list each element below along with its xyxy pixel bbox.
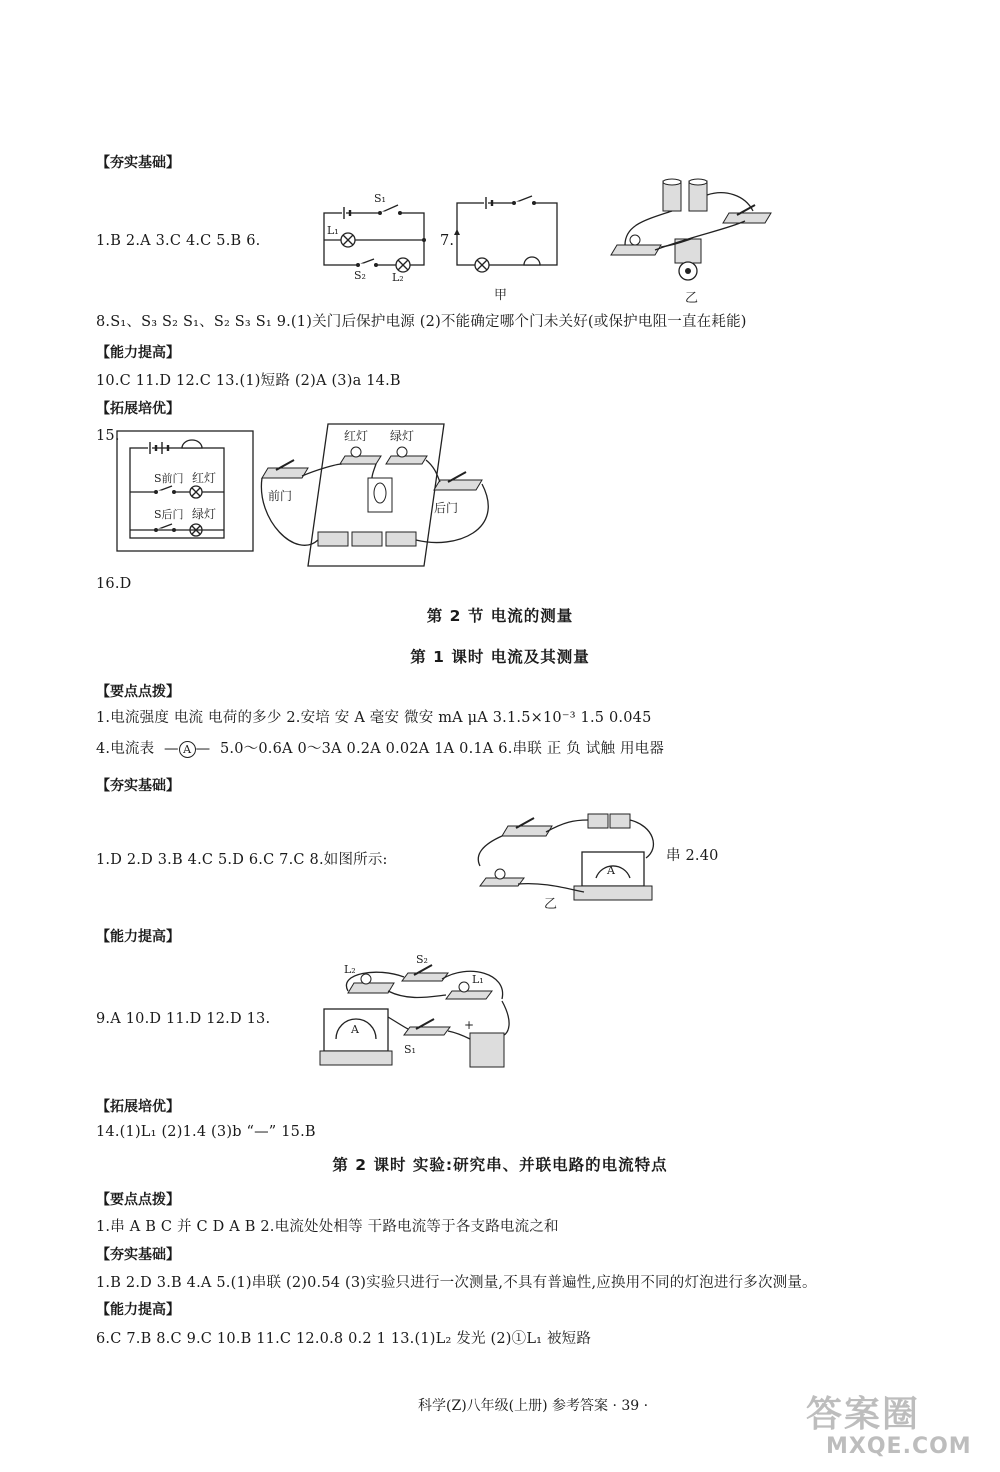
q7-label: 7. bbox=[440, 233, 455, 249]
answers-1-6: 1.B 2.A 3.C 4.C 5.B 6. bbox=[96, 233, 261, 249]
heading-extend-2: 【拓展培优】 bbox=[96, 1099, 180, 1115]
answer-8-right: 串 2.40 bbox=[666, 848, 719, 864]
answers-8-9: 8.S₁、S₃ S₂ S₁、S₂ S₃ S₁ 9.(1)关门后保护电源 (2)不能确定哪个门未关好(或保护电阻一直在耗能) bbox=[96, 314, 747, 330]
fig15-front-door: 前门 bbox=[268, 489, 293, 503]
fig13-l1: L₁ bbox=[472, 973, 484, 986]
heading-key-3: 【要点点拨】 bbox=[96, 1192, 180, 1208]
fig15-back-door: 后门 bbox=[434, 501, 459, 515]
fig7-jia-label: 甲 bbox=[494, 288, 508, 303]
key-points-5-6: 5.0～0.6A 0～3A 0.2A 0.02A 1A 0.1A 6.串联 正 负 试触 用电器 bbox=[220, 741, 665, 757]
fig15-green2: 绿灯 bbox=[390, 429, 415, 443]
fig15-green: 绿灯 bbox=[192, 507, 217, 521]
watermark-logo: 答案圈 bbox=[806, 1394, 921, 1435]
answers-14-15: 14.(1)L₁ (2)1.4 (3)b “—” 15.B bbox=[96, 1124, 316, 1140]
ammeter-symbol-icon: A bbox=[179, 741, 196, 758]
fig13-s1: S₁ bbox=[404, 1043, 416, 1056]
heading-foundation-1: 【夯实基础】 bbox=[96, 155, 180, 171]
fig8-meter-label: A bbox=[607, 864, 615, 877]
figure-8-circuit bbox=[474, 808, 664, 912]
heading-foundation-3: 【夯实基础】 bbox=[96, 1247, 180, 1263]
heading-ability-3: 【能力提高】 bbox=[96, 1302, 180, 1318]
key-point-4: 4.电流表 bbox=[96, 741, 155, 757]
fig15-red: 红灯 bbox=[192, 471, 217, 485]
fig13-l2: L₂ bbox=[344, 963, 356, 976]
watermark-url: MXQE.COM bbox=[826, 1434, 972, 1459]
figure-13-circuit bbox=[318, 953, 524, 1075]
fig13-plus: + bbox=[464, 1018, 475, 1032]
key-points-1-3: 1.电流强度 电流 电荷的多少 2.安培 安 A 毫安 微安 mA μA 3.1.5×10⁻³ 1.5 0.045 bbox=[96, 710, 652, 726]
figure-15-schematic bbox=[116, 430, 254, 552]
heading-ability-2: 【能力提高】 bbox=[96, 929, 180, 945]
fig15-s-front: S前门 bbox=[154, 472, 184, 485]
answers-ability-3: 6.C 7.B 8.C 9.C 10.B 11.C 12.0.8 0.2 1 13.(1)L₂ 发光 (2)①L₁ 被短路 bbox=[96, 1331, 592, 1347]
section-title: 第 2 节 电流的测量 bbox=[426, 607, 574, 625]
fig6-s2: S₂ bbox=[354, 269, 366, 282]
figure-15-physical bbox=[256, 420, 496, 570]
fig6-s1: S₁ bbox=[374, 192, 386, 205]
answers-ability-2: 9.A 10.D 11.D 12.D 13. bbox=[96, 1011, 271, 1027]
fig7-yi-label: 乙 bbox=[685, 291, 699, 306]
answer-16: 16.D bbox=[96, 576, 132, 592]
lesson2-title: 第 2 课时 实验:研究串、并联电路的电流特点 bbox=[332, 1156, 668, 1174]
answers-10-14: 10.C 11.D 12.C 13.(1)短路 (2)A (3)a 14.B bbox=[96, 373, 401, 389]
page-footer: 科学(Z)八年级(上册) 参考答案 · 39 · bbox=[418, 1398, 649, 1414]
key-points-4-6: 4.电流表 — A — 5.0～0.6A 0～3A 0.2A 0.02A 1A 0.1A 6.串联 正 负 试触 用电器 bbox=[96, 741, 665, 757]
fig15-red2: 红灯 bbox=[344, 429, 369, 443]
fig15-s-back: S后门 bbox=[154, 508, 184, 521]
heading-key-2: 【要点点拨】 bbox=[96, 684, 180, 700]
key-points-3: 1.串 A B C 并 C D A B 2.电流处处相等 干路电流等于各支路电流之和 bbox=[96, 1219, 559, 1235]
figure-6-circuit bbox=[318, 192, 430, 284]
heading-foundation-2: 【夯实基础】 bbox=[96, 778, 180, 794]
answers-foundation-3: 1.B 2.D 3.B 4.A 5.(1)串联 (2)0.54 (3)实验只进行一次测量,不具有普遍性,应换用不同的灯泡进行多次测量。 bbox=[96, 1275, 817, 1291]
q15-label: 15. bbox=[96, 428, 120, 444]
heading-extend-1: 【拓展培优】 bbox=[96, 401, 180, 417]
answers-foundation-2: 1.D 2.D 3.B 4.C 5.D 6.C 7.C 8.如图所示: bbox=[96, 852, 388, 868]
figure-7-yi bbox=[605, 175, 775, 305]
fig13-meter-label: A bbox=[351, 1023, 359, 1036]
heading-ability-1: 【能力提高】 bbox=[96, 345, 180, 361]
fig6-l2: L₂ bbox=[392, 271, 404, 284]
fig13-s2: S₂ bbox=[416, 953, 428, 966]
figure-7-jia bbox=[454, 195, 560, 305]
lesson1-title: 第 1 课时 电流及其测量 bbox=[410, 648, 590, 666]
fig6-l1: L₁ bbox=[327, 224, 339, 237]
fig8-yi-label: 乙 bbox=[544, 897, 558, 912]
